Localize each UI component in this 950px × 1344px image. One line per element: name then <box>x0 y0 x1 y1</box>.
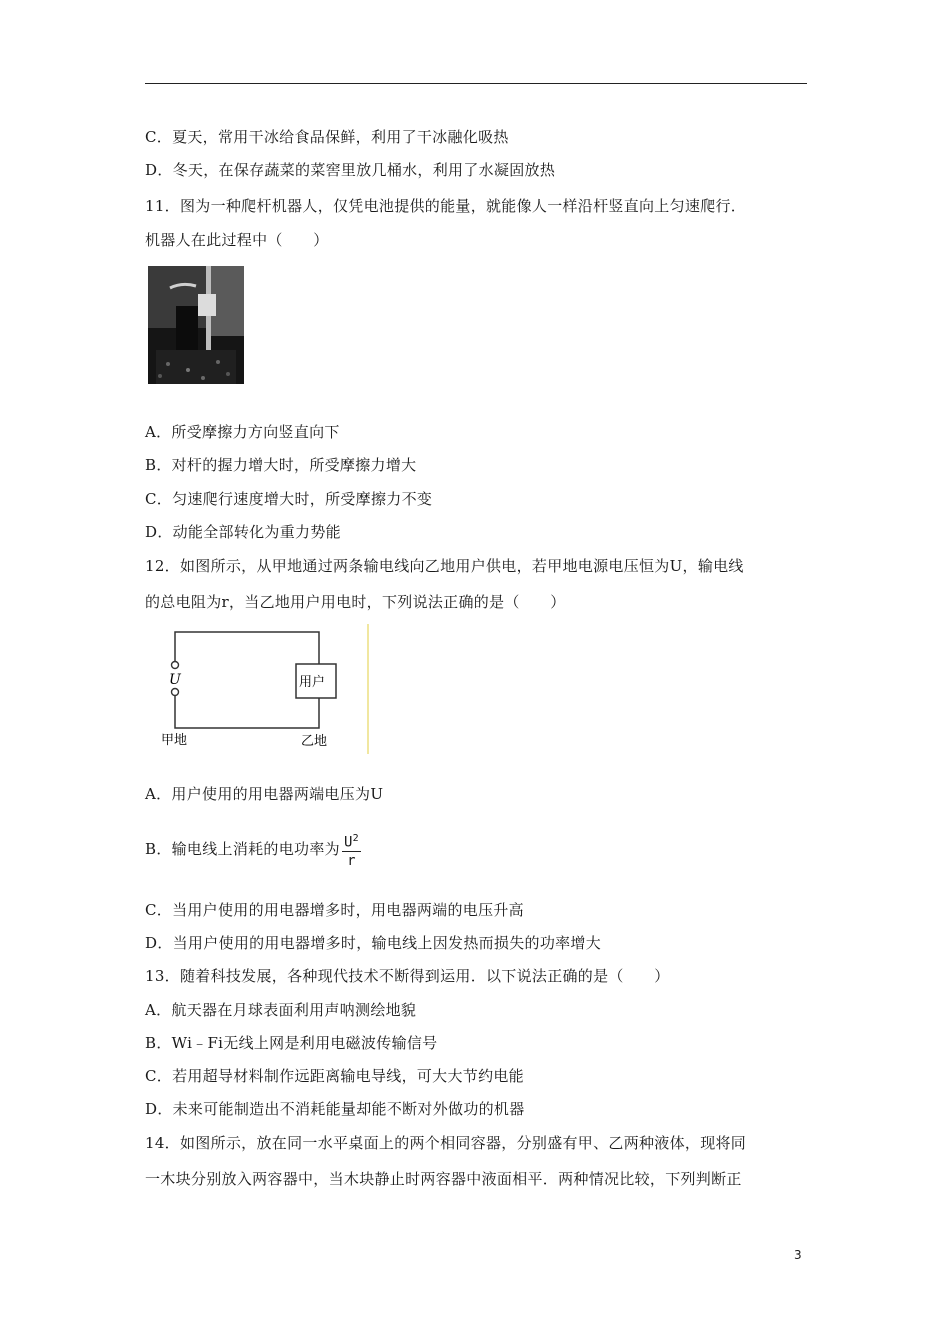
option-13b: B．Wi﹣Fi无线上网是利用电磁波传输信号 <box>145 1034 438 1052</box>
option-11a: A．所受摩擦力方向竖直向下 <box>145 423 340 441</box>
terminal-top <box>172 662 179 669</box>
option-10d: D．冬天，在保存蔬菜的菜窖里放几桶水，利用了水凝固放热 <box>145 161 556 179</box>
source-voltage-label: U <box>169 672 181 688</box>
question-11-stem: 11．图为一种爬杆机器人，仅凭电池提供的能量，就能像人一样沿杆竖直向上匀速爬行． <box>145 197 747 215</box>
fraction-numerator: $U^2$ <box>342 830 361 853</box>
climbing-robot-photo <box>148 266 244 384</box>
question-14-stem: 14．如图所示，放在同一水平桌面上的两个相同容器，分别盛有甲、乙两种液体，现将同 <box>145 1134 747 1152</box>
location-jia-label: 甲地 <box>161 733 188 748</box>
user-load-label: 用户 <box>299 675 326 690</box>
question-13-stem: 13．随着科技发展，各种现代技术不断得到运用．以下说法正确的是（ ） <box>145 967 670 985</box>
terminal-bottom <box>172 689 179 696</box>
option-10c: C．夏天，常用干冰给食品保鲜，利用了干冰融化吸热 <box>145 128 509 146</box>
question-12-stem: 12．如图所示，从甲地通过两条输电线向乙地用户供电，若甲地电源电压恒为U，输电线 <box>145 557 744 575</box>
option-12b-text: B．输电线上消耗的电功率为 <box>145 840 340 858</box>
header-rule <box>145 83 807 84</box>
option-11d: D．动能全部转化为重力势能 <box>145 523 341 541</box>
location-yi-label: 乙地 <box>301 734 328 749</box>
option-13d: D．未来可能制造出不消耗能量却能不断对外做功的机器 <box>145 1100 525 1118</box>
option-11c: C．匀速爬行速度增大时，所受摩擦力不变 <box>145 490 433 508</box>
option-12a: A．用户使用的用电器两端电压为U <box>145 785 384 803</box>
option-12c: C．当用户使用的用电器增多时，用电器两端的电压升高 <box>145 901 524 919</box>
option-12b <box>145 827 361 871</box>
transmission-circuit-diagram <box>155 624 375 754</box>
option-13c: C．若用超导材料制作远距离输电导线，可大大节约电能 <box>145 1067 524 1085</box>
exponent: 2 <box>352 832 359 844</box>
question-11-stem-cont: 机器人在此过程中（ ） <box>145 231 329 249</box>
question-14-stem-cont: 一木块分别放入两容器中，当木块静止时两容器中液面相平．两种情况比较，下列判断正 <box>145 1170 742 1188</box>
option-11b: B．对杆的握力增大时，所受摩擦力增大 <box>145 456 417 474</box>
option-12d: D．当用户使用的用电器增多时，输电线上因发热而损失的功率增大 <box>145 934 602 952</box>
power-fraction <box>342 830 361 871</box>
fraction-denominator: r <box>347 853 356 870</box>
page-number: 3 <box>794 1248 802 1262</box>
option-13a: A．航天器在月球表面利用声呐测绘地貌 <box>145 1001 417 1019</box>
question-12-stem-cont: 的总电阻为r，当乙地用户用电时，下列说法正确的是（ ） <box>145 593 566 611</box>
